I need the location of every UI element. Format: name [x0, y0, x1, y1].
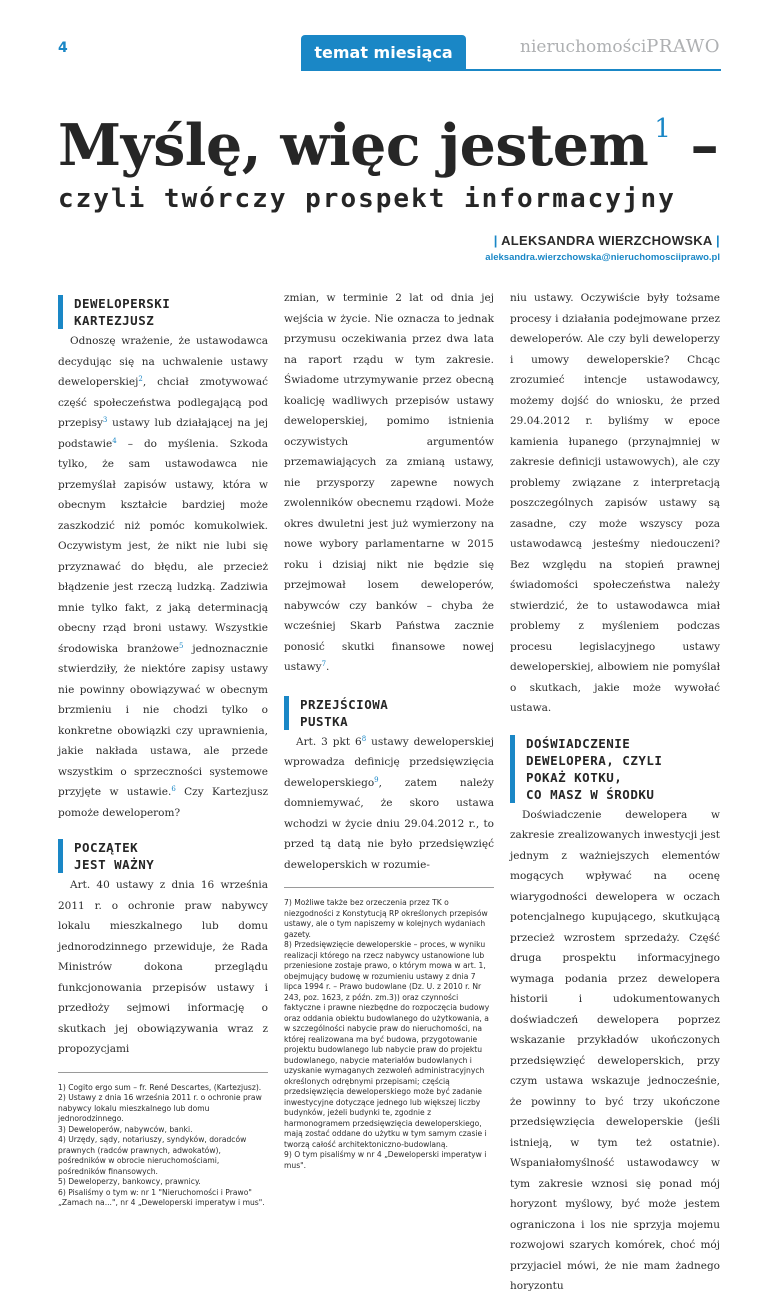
- footnote-ref[interactable]: 2: [138, 375, 143, 383]
- paragraph: Doświadczenie dewelopera w zakresie zrealizowanych inwestycji jest jednym z ważniejszych elementów mogących wpływać na ocenę wiarygodności dewelopera w oczach potencjalnego kupującego, skutkującą przecież wzrostem sprzedaży. Część druga prospektu informacyjnego wymaga podania przez dewelopera historii i udokumentowanych doświadczeń dewelopera poprzez wskazanie przykładów ukończonych przedsięwzięć deweloperskich, przy czym ustawa wskazuje jednocześnie, że powinny to być trzy ukończone przedsięwzięcia deweloperskie (jeśli istnieją, w tym też ostatnie). Wspaniałomyślność ustawodawcy w tym zakresie wznosi się ponad mój horyzont myślowy, być może jestem ograniczona i los nie sprzyja mojemu rozwojowi szarych komórek, choć mój przyjaciel mówi, że nie mam żadnego horyzontu: [510, 808, 720, 1292]
- paragraph: zmian, w terminie 2 lat od dnia jej wejścia w życie. Nie oznacza to jednak przymusu oczekiwania przez dwa lata na raport rządu w tym zakresie. Świadome utrzymywanie przez obecną koalicję wadliwych przepisów ustawy deweloperskiej, pomimo istnienia oczywistych argumentów przemawiających za zmianą ustawy, nie przysporzy zapewne nowych zwolenników obecnemu rządowi. Może okres dwuletni jest już wymierzony na nowe wybory parlamentarne w 2015 roku i dzisiaj nikt nie będzie się przejmował losem deweloperów, nabywców czy banków – chyba że wcześniej Skarb Państwa zacznie ponosić skutki finansowe nowej ustawy$^7$.: [284, 292, 494, 673]
- article-subtitle: czyli twórczy prospekt informacyjny: [58, 184, 676, 214]
- footnote: 1) Cogito ergo sum – fr. René Descartes, (Kartezjusz).: [58, 1082, 262, 1092]
- heading-accent-bar: [510, 735, 515, 803]
- article-title-text: Myślę, więc jestem: [58, 112, 649, 179]
- page-number: 4: [58, 40, 68, 56]
- paragraph: Art. 40 ustawy z dnia 16 września 2011 r. o ochronie praw nabywcy lokalu mieszkalnego lub domu jednorodzinnego przewiduje, że Rada Ministrów dokona przeglądu funkcjonowania przepisów ustawy i przedłoży sejmowi informację o skutkach jej obowiązywania wraz z propozycjami: [58, 879, 268, 1055]
- section-heading: [58, 839, 268, 873]
- footnotes: [58, 1072, 268, 1209]
- author-block: | ALEKSANDRA WIERZCHOWSKA | aleksandra.wierzchowska@nieruchomosciiprawo.pl: [485, 233, 720, 263]
- footnote-ref[interactable]: 9: [374, 775, 379, 784]
- title-dash: –: [690, 112, 719, 179]
- author-name: ALEKSANDRA WIERZCHOWSKA: [501, 233, 713, 248]
- column-2: [284, 288, 494, 1171]
- footnote: 3) Deweloperów, nabywców, banki.: [58, 1124, 193, 1134]
- heading-accent-bar: [58, 839, 63, 873]
- section-heading: [58, 295, 268, 329]
- section-heading-text: DEWELOPERSKI KARTEZJUSZ: [74, 296, 171, 328]
- footnote-ref[interactable]: 6: [171, 785, 176, 793]
- topic-badge: [301, 35, 466, 69]
- topic-rule: [301, 69, 721, 71]
- brand-logo: [520, 36, 720, 57]
- footnote: 2) Ustawy z dnia 16 września 2011 r. o ochronie praw nabywcy lokalu mieszkalnego lub domu jednorodzinnego.: [58, 1093, 262, 1123]
- section-heading: [284, 696, 494, 730]
- footnote-ref[interactable]: 3: [102, 416, 108, 424]
- footnotes: [284, 887, 494, 1171]
- footnote: 4) Urzędy, sądy, notariuszy, syndyków, doradców prawnych (radców prawnych, adwokatów), pośredników w obrocie nieruchomościami, pośredników finansowych.: [58, 1135, 247, 1176]
- article-title: [58, 112, 718, 179]
- footnote: 9) O tym pisaliśmy w nr 4 „Deweloperski imperatyw i mus".: [284, 1150, 487, 1170]
- column-1: [58, 288, 268, 1209]
- paragraph: niu ustawy. Oczywiście były tożsame procesy i działania podejmowane przez deweloperów. Ale czy byli deweloperzy i umowy deweloperskie? Chcąc zrozumieć intencje ustawodawcy, możemy dojść do wniosku, że przed 29.04.2012 r. byliśmy w epoce kamienia łupanego (przynajmniej w zakresie definicji ustawowych), ale czy problemy związane z interpretacją poszczególnych zapisów ustawy są zasadne, czy może wszyscy poza ustawodawcą jesteśmy niedouczeni? Bez względu na stopień prawnej świadomości społeczeństwa należy stwierdzić, że to ustawodawca miał problemy z myśleniem podczas procesu legislacyjnego ustawy deweloperskiej, albowiem nie pomyślał o skutkach, jakie może wywołać ustawa.: [510, 292, 720, 714]
- section-heading: [510, 735, 720, 803]
- footnote: 8) Przedsięwzięcie deweloperskie – proces, w wyniku realizacji którego na rzecz nabywcy ustanowione lub przeniesione zostaje prawo, o którym mowa w art. 1, obejmujący budowę w rozumieniu ustawy z dnia 7 lipca 1994 r. – Prawo budowlane (Dz. U. z 2010 r. Nr 243, poz. 1623, z późn. zm.3)) oraz czynności faktyczne i prawne niezbędne do rozpoczęcia budowy oraz oddania obiektu budowlanego do użytkowania, a w szczególności nabycie praw do nieruchomości, na której realizowana ma być budowa, przygotowanie projektu budowlanego lub nabycie praw do projektu budowlanego, nabycie materiałów budowlanych i uzyskanie wymaganych zezwoleń administracyjnych określonych odrębnymi przepisami; częścią przedsięwzięcia deweloperskiego może być zadanie inwestycyjne dotyczące jednego lub większej liczby budynków, jeżeli budynki te, zgodnie z harmonogramem przedsięwzięcia deweloperskiego, mają zostać oddane do użytku w tym samym czasie i tworzą całość architektoniczno-budowlaną.: [284, 940, 490, 1149]
- footnote-ref[interactable]: 4: [112, 436, 117, 445]
- heading-accent-bar: [58, 295, 63, 329]
- heading-accent-bar: [284, 696, 289, 730]
- brand-name-part1: nieruchomości: [520, 37, 647, 57]
- column-3: [510, 288, 720, 1297]
- section-heading-text: POCZĄTEK JEST WAŻNY: [74, 840, 155, 872]
- topic-label: temat miesiąca: [314, 42, 453, 62]
- footnote-ref[interactable]: 5: [178, 641, 184, 650]
- section-heading-text: PRZEJŚCIOWA PUSTKA: [300, 696, 389, 729]
- title-footnote-ref: 1: [654, 114, 671, 144]
- paragraph: Odnoszę wrażenie, że ustawodawca decydując się na uchwalenie ustawy deweloperskiej$^2$, chciał zmotywować część społeczeństwa podlegającą pod przepisy$^3$ ustawy lub działającej na jej podstawie$^4$ – do myślenia. Szkoda tylko, że sam ustawodawca nie przemyślał zapisów ustawy, która w obecnym kształcie bardziej może zaszkodzić niż pomóc komukolwiek. Oczywistym jest, że nikt nie lubi się przyznawać do błędu, ale przecież błądzenie jest rzeczą ludzką. Zadziwia mnie tylko fakt, z jaką determinacją obecny rząd broni ustawy. Wszystkie środowiska branżowe$^5$ jednoznacznie stwierdziły, że niektóre zapisy ustawy nie powinny obowiązywać w obecnym brzmieniu i nie chodzi tylko o konkretne obowiązki czy uprawnienia, jakie nakłada ustawa, ale przede wszystkim o sprzeczności systemowe przyjęte w ustawie.$^6$ Czy Kartezjusz pomoże deweloperom?: [58, 335, 268, 819]
- footnote-ref[interactable]: 7: [321, 660, 327, 668]
- section-heading-text: DOŚWIADCZENIE DEWELOPERA, CZYLI POKAŻ KOTKU, CO MASZ W ŚRODKU: [526, 735, 663, 802]
- brand-name-part2: PRAWO: [646, 36, 720, 57]
- author-email[interactable]: aleksandra.wierzchowska@nieruchomosciiprawo.pl: [485, 252, 720, 263]
- footnote: 5) Deweloperzy, bankowcy, prawnicy.: [58, 1177, 201, 1186]
- footnote-ref[interactable]: 8: [361, 734, 367, 743]
- footnote: 6) Pisaliśmy o tym w: nr 1 "Nieruchomości i Prawo" „Zamach na...", nr 4 „Deweloperski imperatyw i mus".: [58, 1187, 265, 1207]
- footnote: 7) Możliwe także bez orzeczenia przez TK o niezgodności z Konstytucją RP określonych przepisów ustawy, ale o tym napiszemy w kolejnych wydaniach gazety.: [284, 898, 488, 939]
- paragraph: Art. 3 pkt 6$^8$ ustawy deweloperskiej wprowadza definicję przedsięwzięcia deweloperskiego$^9$, zatem należy domniemywać, że skoro ustawa wchodzi w życie dniu 29.04.2012 r., to przed tą datą nie było przedsięwzięć deweloperskich w rozumie-: [284, 734, 494, 871]
